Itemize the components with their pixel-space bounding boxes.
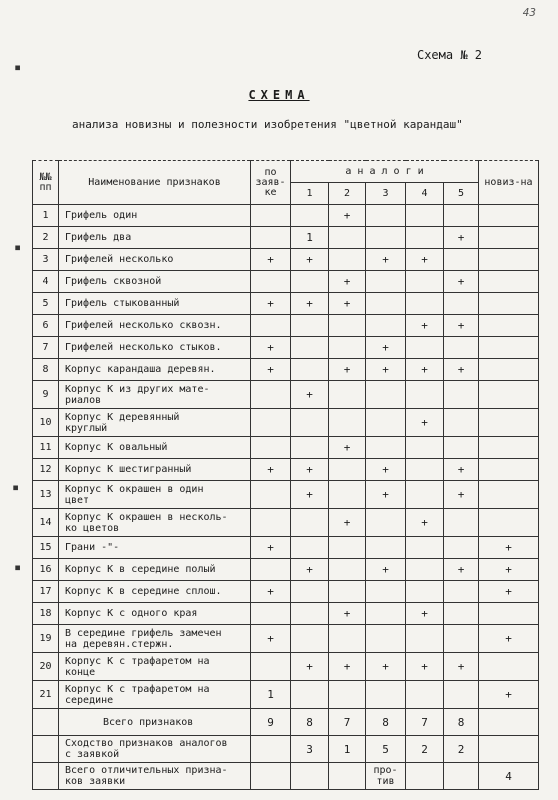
row-mark-cell: + xyxy=(291,459,329,481)
row-mark-cell: + xyxy=(444,271,479,293)
row-mark-cell: + xyxy=(444,481,479,509)
row-mark-cell xyxy=(291,509,329,537)
totals-cell: 8 xyxy=(444,709,479,736)
row-feature-name xyxy=(59,409,251,437)
totals-label xyxy=(59,763,251,790)
header-analog-4: 4 xyxy=(406,183,444,205)
row-mark-cell: + xyxy=(444,315,479,337)
feature-name-line: Грифелей несколько xyxy=(65,254,174,265)
table-row xyxy=(33,337,539,359)
row-mark-cell xyxy=(366,537,406,559)
row-mark-cell xyxy=(366,315,406,337)
row-number: 16 xyxy=(33,559,59,581)
row-mark-cell: + xyxy=(291,249,329,271)
row-feature-name xyxy=(59,509,251,537)
row-mark-cell xyxy=(329,559,366,581)
row-mark-cell xyxy=(329,581,366,603)
margin-mark: ▪ xyxy=(14,560,22,574)
row-mark-cell: + xyxy=(444,459,479,481)
row-mark-cell xyxy=(329,227,366,249)
row-mark-cell xyxy=(251,603,291,625)
row-number: 7 xyxy=(33,337,59,359)
row-mark-cell: + xyxy=(406,315,444,337)
totals-label xyxy=(59,736,251,763)
header-num: №№ пп xyxy=(33,161,59,205)
row-mark-cell xyxy=(479,481,539,509)
row-mark-cell: + xyxy=(366,249,406,271)
row-mark-cell: + xyxy=(329,359,366,381)
row-number: 11 xyxy=(33,437,59,459)
feature-name-line: Грифель один xyxy=(65,210,138,221)
table-row xyxy=(33,625,539,653)
row-mark-cell: + xyxy=(291,381,329,409)
table-row xyxy=(33,359,539,381)
row-mark-cell xyxy=(366,625,406,653)
feature-name-line: Корпус К окрашен в один xyxy=(65,483,204,495)
header-analog-1: 1 xyxy=(291,183,329,205)
row-mark-cell: + xyxy=(251,459,291,481)
feature-name-line: Грифель сквозной xyxy=(65,276,162,287)
row-mark-cell xyxy=(329,249,366,271)
table-row xyxy=(33,653,539,681)
row-mark-cell: + xyxy=(291,293,329,315)
feature-name-line: Корпус К с одного края xyxy=(65,608,198,619)
row-mark-cell xyxy=(444,681,479,709)
totals-empty-num xyxy=(33,709,59,736)
row-mark-cell: + xyxy=(251,337,291,359)
row-feature-name xyxy=(59,537,251,559)
totals-cell: 8 xyxy=(291,709,329,736)
row-mark-cell xyxy=(366,603,406,625)
row-mark-cell xyxy=(479,227,539,249)
row-feature-name xyxy=(59,481,251,509)
row-mark-cell xyxy=(479,293,539,315)
totals-empty-num xyxy=(33,736,59,763)
row-mark-cell xyxy=(406,459,444,481)
table-row xyxy=(33,409,539,437)
margin-mark: ▪ xyxy=(14,60,22,74)
row-mark-cell xyxy=(251,509,291,537)
row-mark-cell: + xyxy=(291,653,329,681)
row-number: 12 xyxy=(33,459,59,481)
row-feature-name xyxy=(59,205,251,227)
row-feature-name xyxy=(59,227,251,249)
row-mark-cell xyxy=(251,271,291,293)
row-mark-cell xyxy=(329,481,366,509)
row-mark-cell xyxy=(444,293,479,315)
row-mark-cell xyxy=(406,537,444,559)
row-mark-cell xyxy=(291,603,329,625)
feature-name-line: конце xyxy=(65,666,96,678)
row-mark-cell: + xyxy=(406,359,444,381)
row-mark-cell xyxy=(444,509,479,537)
row-mark-cell: + xyxy=(251,359,291,381)
table-row xyxy=(33,271,539,293)
row-mark-cell xyxy=(366,581,406,603)
row-mark-cell: + xyxy=(366,459,406,481)
totals-row xyxy=(33,736,539,763)
feature-name-line: Грифель два xyxy=(65,232,132,243)
totals-cell: 7 xyxy=(329,709,366,736)
row-mark-cell xyxy=(406,437,444,459)
row-number: 6 xyxy=(33,315,59,337)
row-mark-cell xyxy=(366,227,406,249)
row-mark-cell xyxy=(291,409,329,437)
row-mark-cell xyxy=(479,509,539,537)
feature-name-line: Грани -"- xyxy=(65,542,120,553)
row-mark-cell xyxy=(291,359,329,381)
row-mark-cell xyxy=(366,293,406,315)
feature-name-line: Корпус К с трафаретом на xyxy=(65,655,210,667)
row-mark-cell xyxy=(329,381,366,409)
row-feature-name xyxy=(59,581,251,603)
row-mark-cell xyxy=(406,205,444,227)
row-mark-cell xyxy=(291,337,329,359)
row-mark-cell: + xyxy=(366,481,406,509)
totals-cell xyxy=(251,736,291,763)
row-mark-cell: + xyxy=(406,409,444,437)
row-mark-cell: + xyxy=(444,653,479,681)
table-row xyxy=(33,459,539,481)
row-mark-cell xyxy=(291,205,329,227)
table-row xyxy=(33,581,539,603)
feature-name-line: Корпус К окрашен в несколь- xyxy=(65,511,228,523)
row-mark-cell xyxy=(291,537,329,559)
totals-cell: 2 xyxy=(444,736,479,763)
feature-name-line: на деревян.стержн. xyxy=(65,638,174,650)
row-mark-cell: + xyxy=(479,625,539,653)
row-number: 17 xyxy=(33,581,59,603)
totals-cell: 3 xyxy=(291,736,329,763)
row-mark-cell xyxy=(479,459,539,481)
row-mark-cell: + xyxy=(329,653,366,681)
feature-name-line: риалов xyxy=(65,394,102,406)
row-mark-cell xyxy=(406,227,444,249)
row-mark-cell xyxy=(406,271,444,293)
row-mark-cell xyxy=(444,205,479,227)
table-row xyxy=(33,537,539,559)
feature-name-line: Корпус К в середине сплош. xyxy=(65,586,222,597)
row-mark-cell: + xyxy=(444,227,479,249)
row-mark-cell: + xyxy=(329,205,366,227)
row-feature-name xyxy=(59,603,251,625)
row-mark-cell xyxy=(479,271,539,293)
table-body xyxy=(33,205,539,790)
row-mark-cell: + xyxy=(406,603,444,625)
row-mark-cell xyxy=(291,625,329,653)
row-number: 21 xyxy=(33,681,59,709)
row-mark-cell: + xyxy=(366,359,406,381)
row-mark-cell xyxy=(444,581,479,603)
feature-name-line: Корпус К из других мате- xyxy=(65,383,210,395)
row-mark-cell: + xyxy=(366,653,406,681)
row-mark-cell: 1 xyxy=(251,681,291,709)
row-mark-cell xyxy=(406,559,444,581)
totals-label-line: с заявкой xyxy=(65,749,120,760)
row-mark-cell xyxy=(291,681,329,709)
analysis-table xyxy=(32,160,539,790)
row-mark-cell xyxy=(251,315,291,337)
table-row xyxy=(33,381,539,409)
row-mark-cell xyxy=(479,381,539,409)
row-mark-cell xyxy=(479,409,539,437)
row-mark-cell xyxy=(444,381,479,409)
totals-cell: 9 xyxy=(251,709,291,736)
feature-name-line: круглый xyxy=(65,422,108,434)
totals-cell: 2 xyxy=(406,736,444,763)
row-feature-name xyxy=(59,337,251,359)
document-title: СХЕМА xyxy=(248,88,310,102)
feature-name-line: Корпус К с трафаретом на xyxy=(65,683,210,695)
row-mark-cell xyxy=(444,437,479,459)
row-mark-cell xyxy=(406,681,444,709)
row-mark-cell xyxy=(366,271,406,293)
row-mark-cell: + xyxy=(479,537,539,559)
row-mark-cell: + xyxy=(444,359,479,381)
row-mark-cell xyxy=(479,249,539,271)
table-row xyxy=(33,249,539,271)
feature-name-line: Корпус К в середине полый xyxy=(65,564,216,575)
row-mark-cell: + xyxy=(444,559,479,581)
feature-name-line: Грифель стыкованный xyxy=(65,298,180,309)
feature-name-line: Корпус К овальный xyxy=(65,442,168,453)
row-number: 1 xyxy=(33,205,59,227)
row-mark-cell xyxy=(444,249,479,271)
row-mark-cell xyxy=(366,205,406,227)
header-analogs: а н а л о г и xyxy=(291,161,479,183)
table-row xyxy=(33,603,539,625)
row-mark-cell xyxy=(406,337,444,359)
row-mark-cell xyxy=(329,315,366,337)
page-number: 43 xyxy=(522,6,536,19)
totals-row xyxy=(33,763,539,790)
header-application: по заяв-ке xyxy=(251,161,291,205)
row-mark-cell xyxy=(251,381,291,409)
table-row xyxy=(33,559,539,581)
row-mark-cell xyxy=(329,337,366,359)
feature-name-line: Корпус карандаша деревян. xyxy=(65,364,216,375)
row-mark-cell: + xyxy=(406,653,444,681)
row-mark-cell xyxy=(444,625,479,653)
row-mark-cell: + xyxy=(366,337,406,359)
row-mark-cell: + xyxy=(251,581,291,603)
feature-name-line: ко цветов xyxy=(65,522,120,534)
row-mark-cell: + xyxy=(251,293,291,315)
row-feature-name xyxy=(59,437,251,459)
feature-name-line: середине xyxy=(65,694,114,706)
row-mark-cell: + xyxy=(406,509,444,537)
header-analog-3: 3 xyxy=(366,183,406,205)
row-mark-cell xyxy=(251,205,291,227)
totals-label-line: Сходство признаков аналогов xyxy=(65,738,228,749)
totals-cell xyxy=(406,763,444,790)
row-number: 9 xyxy=(33,381,59,409)
totals-cell: 4 xyxy=(479,763,539,790)
row-mark-cell: + xyxy=(251,537,291,559)
row-mark-cell xyxy=(406,481,444,509)
table-row xyxy=(33,481,539,509)
row-mark-cell: + xyxy=(479,681,539,709)
row-mark-cell xyxy=(291,271,329,293)
row-mark-cell: + xyxy=(251,625,291,653)
totals-cell: про-тив xyxy=(366,763,406,790)
row-mark-cell xyxy=(291,581,329,603)
row-mark-cell xyxy=(406,381,444,409)
row-mark-cell: + xyxy=(329,271,366,293)
row-mark-cell xyxy=(366,381,406,409)
row-mark-cell xyxy=(251,227,291,249)
header-analog-2: 2 xyxy=(329,183,366,205)
header-analog-5: 5 xyxy=(444,183,479,205)
totals-empty-num xyxy=(33,763,59,790)
row-mark-cell xyxy=(444,603,479,625)
row-number: 8 xyxy=(33,359,59,381)
totals-cell: 7 xyxy=(406,709,444,736)
row-feature-name xyxy=(59,625,251,653)
row-mark-cell xyxy=(329,625,366,653)
row-mark-cell xyxy=(479,359,539,381)
row-feature-name xyxy=(59,559,251,581)
table-row xyxy=(33,315,539,337)
scheme-label: Схема № 2 xyxy=(416,48,482,62)
totals-cell xyxy=(444,763,479,790)
totals-cell xyxy=(291,763,329,790)
row-mark-cell: + xyxy=(329,293,366,315)
totals-cell: 5 xyxy=(366,736,406,763)
table-row xyxy=(33,509,539,537)
row-mark-cell: + xyxy=(406,249,444,271)
totals-label-line: Всего отличительных призна- xyxy=(65,765,228,776)
row-mark-cell xyxy=(251,559,291,581)
row-mark-cell: 1 xyxy=(291,227,329,249)
row-number: 5 xyxy=(33,293,59,315)
row-mark-cell xyxy=(251,653,291,681)
row-mark-cell xyxy=(366,509,406,537)
totals-label-line: ков заявки xyxy=(65,776,126,787)
row-mark-cell: + xyxy=(479,581,539,603)
row-feature-name xyxy=(59,681,251,709)
margin-mark: ▪ xyxy=(12,480,20,494)
row-number: 3 xyxy=(33,249,59,271)
row-mark-cell xyxy=(291,315,329,337)
row-mark-cell xyxy=(479,337,539,359)
feature-name-line: Грифелей несколько стыков. xyxy=(65,342,222,353)
row-mark-cell xyxy=(444,337,479,359)
row-number: 20 xyxy=(33,653,59,681)
row-feature-name xyxy=(59,359,251,381)
totals-cell xyxy=(251,763,291,790)
row-mark-cell xyxy=(479,653,539,681)
row-mark-cell xyxy=(329,681,366,709)
table-row xyxy=(33,293,539,315)
row-mark-cell: + xyxy=(479,559,539,581)
row-number: 4 xyxy=(33,271,59,293)
row-mark-cell: + xyxy=(329,437,366,459)
feature-name-line: В середине грифель замечен xyxy=(65,627,222,639)
feature-name-line: Корпус К шестигранный xyxy=(65,464,192,475)
row-number: 14 xyxy=(33,509,59,537)
row-mark-cell xyxy=(366,681,406,709)
header-name: Наименование признаков xyxy=(59,161,251,205)
margin-mark: ▪ xyxy=(14,240,22,254)
row-mark-cell xyxy=(406,625,444,653)
row-mark-cell xyxy=(479,603,539,625)
row-mark-cell xyxy=(479,205,539,227)
row-mark-cell xyxy=(406,293,444,315)
row-feature-name xyxy=(59,293,251,315)
row-number: 10 xyxy=(33,409,59,437)
row-feature-name xyxy=(59,459,251,481)
row-mark-cell xyxy=(251,437,291,459)
row-mark-cell xyxy=(366,409,406,437)
row-mark-cell xyxy=(291,437,329,459)
row-mark-cell: + xyxy=(291,481,329,509)
totals-cell: 1 xyxy=(329,736,366,763)
row-number: 18 xyxy=(33,603,59,625)
totals-label-line: Всего признаков xyxy=(103,716,194,728)
feature-name-line: Корпус К деревянный xyxy=(65,411,180,423)
row-number: 15 xyxy=(33,537,59,559)
row-mark-cell xyxy=(444,537,479,559)
row-mark-cell xyxy=(251,481,291,509)
feature-name-line: цвет xyxy=(65,494,90,506)
header-novelty: новиз-на xyxy=(479,161,539,205)
row-mark-cell xyxy=(251,409,291,437)
row-mark-cell xyxy=(406,581,444,603)
totals-row xyxy=(33,709,539,736)
table-row xyxy=(33,227,539,249)
row-mark-cell: + xyxy=(329,509,366,537)
row-feature-name xyxy=(59,271,251,293)
totals-cell xyxy=(329,763,366,790)
row-mark-cell xyxy=(444,409,479,437)
row-number: 19 xyxy=(33,625,59,653)
row-feature-name xyxy=(59,315,251,337)
row-number: 13 xyxy=(33,481,59,509)
table-row xyxy=(33,681,539,709)
row-feature-name xyxy=(59,381,251,409)
row-mark-cell xyxy=(329,459,366,481)
row-mark-cell xyxy=(329,537,366,559)
feature-name-line: Грифелей несколько сквозн. xyxy=(65,320,222,331)
row-mark-cell: + xyxy=(251,249,291,271)
row-mark-cell xyxy=(329,409,366,437)
row-mark-cell xyxy=(479,437,539,459)
totals-cell xyxy=(479,709,539,736)
table-row xyxy=(33,437,539,459)
row-mark-cell xyxy=(366,437,406,459)
row-feature-name xyxy=(59,249,251,271)
totals-label xyxy=(59,709,251,736)
row-mark-cell: + xyxy=(291,559,329,581)
table-row xyxy=(33,205,539,227)
row-mark-cell xyxy=(479,315,539,337)
row-number: 2 xyxy=(33,227,59,249)
row-feature-name xyxy=(59,653,251,681)
row-mark-cell: + xyxy=(366,559,406,581)
document-subtitle: анализа новизны и полезности изобретения "цветной карандаш" xyxy=(72,118,463,131)
totals-cell: 8 xyxy=(366,709,406,736)
row-mark-cell: + xyxy=(329,603,366,625)
totals-cell xyxy=(479,736,539,763)
